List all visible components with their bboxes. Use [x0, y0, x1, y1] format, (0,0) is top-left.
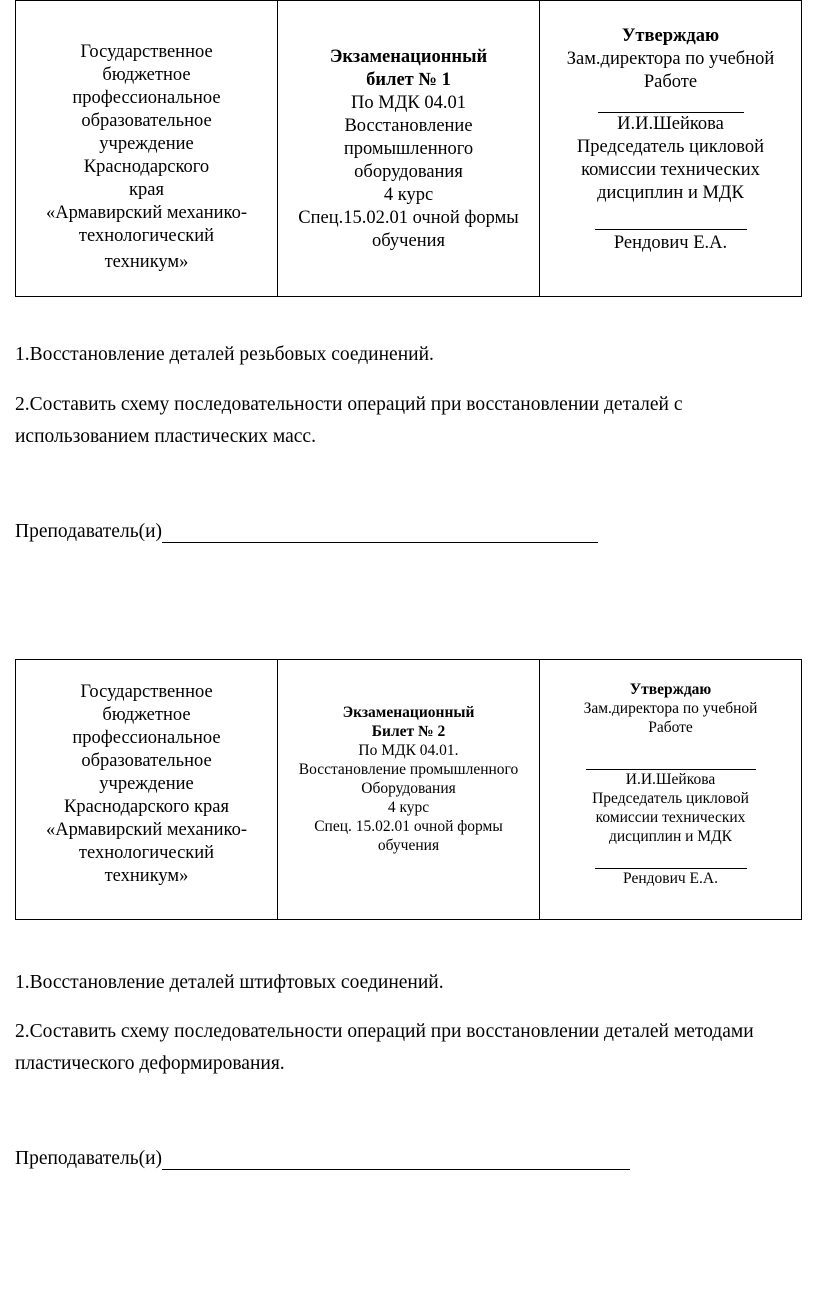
signer-name: Рендович Е.А. — [613, 233, 728, 253]
approve-role-line: Зам.директора по учебной — [566, 49, 775, 69]
institution-line: образовательное — [81, 111, 212, 131]
ticket-detail-line: промышленного — [343, 139, 474, 159]
chair-role-line: комиссии технических — [581, 160, 760, 180]
ticket-info-cell — [278, 1, 540, 297]
institution-line: края — [129, 180, 164, 200]
institution-line: Государственное — [80, 682, 213, 702]
institution-line: технологический — [78, 226, 215, 246]
approve-role-line: Зам.директора по учебной — [583, 700, 758, 717]
institution-line: техникум» — [104, 252, 189, 272]
approve-role-line: Работе — [643, 72, 698, 92]
approve-title: Утверждаю — [621, 26, 720, 46]
ticket-detail-line: Оборудования — [361, 780, 456, 797]
ticket-detail-line: По МДК 04.01. — [358, 742, 459, 759]
institution-line: образовательное — [81, 751, 212, 771]
teacher-signature-row — [15, 520, 598, 544]
question-2: 2.Составить схему последовательности операций при восстановлении деталей с использованием пластических масс. — [15, 394, 683, 447]
institution-line: профессиональное — [72, 728, 221, 748]
approval-cell — [540, 660, 802, 920]
institution-line: профессиональное — [72, 88, 221, 108]
ticket-detail-line: Спец.15.02.01 очной формы — [298, 208, 519, 228]
question-2: 2.Составить схему последовательности операций при восстановлении деталей методами пластического деформирования. — [15, 1021, 754, 1074]
signature-line — [595, 858, 747, 869]
institution-line: Краснодарского — [83, 157, 210, 177]
ticket-number: Билет № 2 — [371, 723, 446, 740]
institution-line: «Армавирский механико- — [45, 203, 248, 223]
ticket-2-header-table — [15, 659, 802, 920]
question-1: 1.Восстановление деталей резьбовых соединений. — [15, 344, 434, 365]
ticket-number: билет № 1 — [366, 70, 451, 90]
teacher-label: Преподаватель(и) — [15, 521, 163, 542]
chair-role-line: Председатель цикловой — [576, 137, 765, 157]
ticket-detail-line: обучения — [377, 837, 440, 854]
ticket-detail-line: 4 курс — [383, 185, 434, 205]
question-1: 1.Восстановление деталей штифтовых соединений. — [15, 972, 444, 993]
approve-role-line: Работе — [648, 719, 693, 736]
ticket-detail-line: оборудования — [354, 162, 463, 182]
signer-name: И.И.Шейкова — [625, 771, 716, 788]
signature-line — [598, 100, 744, 113]
signature-line — [595, 217, 747, 230]
institution-line: Государственное — [80, 42, 213, 62]
chair-role-line: дисциплин и МДК — [608, 828, 732, 845]
teacher-signature-line — [162, 1147, 630, 1170]
approval-cell — [540, 1, 802, 297]
chair-role-line: Председатель цикловой — [592, 790, 749, 807]
signer-name: Рендович Е.А. — [623, 870, 718, 887]
institution-cell — [16, 1, 278, 297]
ticket-title: Экзаменационный — [342, 704, 475, 721]
ticket-detail-line: Спец. 15.02.01 очной формы — [314, 818, 503, 835]
institution-line: бюджетное — [102, 705, 191, 725]
signer-name: И.И.Шейкова — [617, 114, 724, 134]
ticket-detail-line: По МДК 04.01 — [351, 93, 466, 113]
ticket-detail-line: Восстановление — [344, 116, 473, 136]
chair-role-line: дисциплин и МДК — [597, 183, 744, 203]
signature-line — [586, 759, 756, 770]
institution-line: Краснодарского края — [64, 797, 229, 817]
teacher-label: Преподаватель(и) — [15, 1148, 163, 1169]
ticket-detail-line: обучения — [371, 231, 446, 251]
approve-title: Утверждаю — [629, 681, 712, 698]
institution-line: техникум» — [104, 866, 189, 886]
institution-line: «Армавирский механико- — [45, 820, 248, 840]
institution-line: учреждение — [99, 134, 194, 154]
teacher-signature-line — [162, 520, 598, 543]
ticket-detail-line: 4 курс — [387, 799, 430, 816]
institution-cell — [16, 660, 278, 920]
ticket-1-header-table — [15, 0, 802, 297]
ticket-detail-line: Восстановление промышленного — [298, 761, 519, 778]
ticket-title: Экзаменационный — [329, 47, 488, 67]
institution-line: учреждение — [99, 774, 194, 794]
institution-line: технологический — [78, 843, 215, 863]
chair-role-line: комиссии технических — [595, 809, 746, 826]
ticket-info-cell — [278, 660, 540, 920]
teacher-signature-row — [15, 1147, 630, 1171]
institution-line: бюджетное — [102, 65, 191, 85]
